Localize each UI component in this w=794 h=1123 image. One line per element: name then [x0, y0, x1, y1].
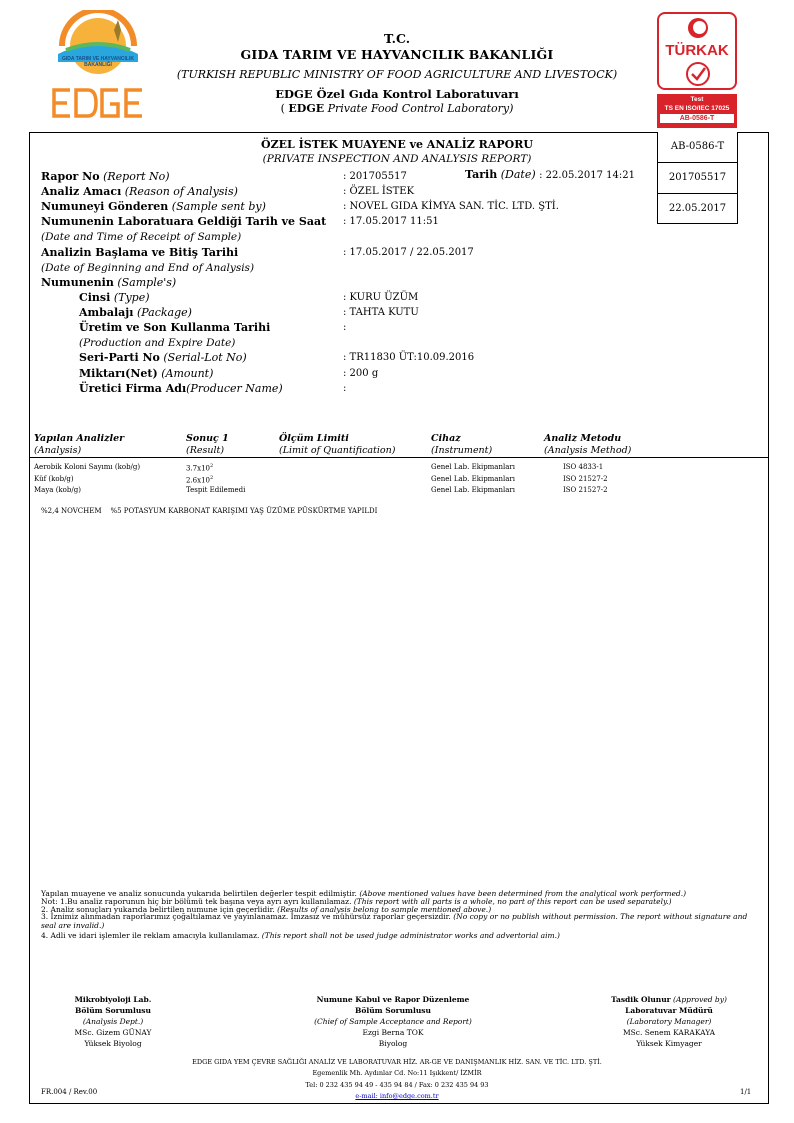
- sender-label: Numuneyi Gönderen (Sample sent by): [41, 200, 266, 213]
- col-header-limit-en: (Limit of Quantification): [279, 445, 396, 456]
- footer-email-link[interactable]: e-mail: info@edge.com.tr: [355, 1092, 439, 1100]
- page-number: 1/1: [740, 1088, 752, 1096]
- form-number: FR.004 / Rev.00: [41, 1088, 98, 1096]
- period-label-en: (Date of Beginning and End of Analysis): [41, 262, 255, 274]
- signature-analysis-dept: Mikrobiyoloji Lab. Bölüm Sorumlusu (Analysis Dept.) MSc. Gizem GÜNAY Yüksek Biyolog: [74, 995, 152, 1048]
- footer-email: [0, 1092, 794, 1100]
- receipt-label: Numunenin Laboratuara Geldiği Tarih ve Saat: [41, 215, 327, 228]
- note-4: 4. Adli ve idari işlemler ile reklam amacıyla kullanılamaz. (This report shall not be used judge administrator works and advertorial aim.): [41, 931, 560, 940]
- report-code-box: [657, 132, 738, 224]
- producer-label: Üretici Firma Adı(Producer Name): [79, 382, 283, 395]
- lot-label: Seri-Parti No (Serial-Lot No): [79, 351, 247, 364]
- report-no-label: Rapor No (Report No): [41, 170, 170, 183]
- signature-lab-manager: Tasdik Olunur (Approved by) Laboratuvar Müdürü (Laboratory Manager) MSc. Senem KARAKAYA Yüksek Kimyager: [611, 995, 727, 1048]
- package-label: Ambalajı (Package): [79, 306, 192, 319]
- table-row-3-result: Tespit Edilemedi: [186, 486, 246, 494]
- report-date-box: 22.05.2017: [658, 193, 737, 223]
- header-ministry-name-en: (TURKISH REPUBLIC MINISTRY OF FOOD AGRICULTURE AND LIVESTOCK): [176, 68, 618, 81]
- note-0: Yapılan muayene ve analiz sonucunda yukarıda belirtilen değerler tespit edilmiştir. (Above mentioned values have been determined from the analytical work performed.): [41, 889, 687, 898]
- table-row-2-instrument: Genel Lab. Ekipmanları: [431, 475, 515, 483]
- purpose-value: : ÖZEL İSTEK: [343, 186, 415, 197]
- production-value: :: [343, 322, 347, 333]
- col-header-limit: Ölçüm Limiti: [279, 433, 349, 444]
- edge-logo: [52, 86, 146, 120]
- col-header-instrument: Cihaz: [431, 433, 461, 444]
- accreditation-code: AB-0586-T: [670, 141, 725, 152]
- turkak-check-icon: [686, 62, 710, 86]
- table-row-3-method: ISO 21527-2: [563, 486, 608, 494]
- footer-address: Egemenlik Mh. Aydınlar Cd. No:11 Işıkkent/ İZMİR: [312, 1069, 482, 1077]
- lot-value: : TR11830 ÜT:10.09.2016: [343, 352, 475, 363]
- header-lab-name-en: ( EDGE Private Food Control Laboratory): [280, 102, 514, 115]
- header-ministry-name: GIDA TARIM VE HAYVANCILIK BAKANLIĞI: [240, 47, 554, 62]
- turkak-crescent-icon: [688, 18, 708, 38]
- package-value: : TAHTA KUTU: [343, 307, 419, 318]
- amount-value: : 200 g: [343, 368, 379, 379]
- table-row-1-instrument: Genel Lab. Ekipmanları: [431, 463, 515, 471]
- col-header-result: Sonuç 1: [186, 433, 229, 444]
- sample-label: Numunenin (Sample's): [41, 276, 177, 289]
- production-label: Üretim ve Son Kullanma Tarihi: [79, 321, 271, 334]
- col-header-analysis: Yapılan Analizler: [34, 433, 125, 444]
- period-value: : 17.05.2017 / 22.05.2017: [343, 247, 474, 258]
- table-row-1-analysis: Aerobik Koloni Sayımı (kob/g): [34, 463, 141, 471]
- turkak-logo: [657, 12, 737, 90]
- report-subtitle: (PRIVATE INSPECTION AND ANALYSIS REPORT): [262, 153, 532, 165]
- production-label-en: (Production and Expire Date): [79, 337, 236, 349]
- table-row-3-analysis: Maya (kob/g): [34, 486, 81, 494]
- table-row-2-method: ISO 21527-2: [563, 475, 608, 483]
- note-2: 2. Analiz sonuçları yukarıda belirtilen numune için geçerlidir. (Results of analysis belong to sample mentioned above.): [41, 905, 492, 914]
- report-title: ÖZEL İSTEK MUAYENE ve ANALİZ RAPORU: [261, 138, 533, 151]
- table-row-1-method: ISO 4833-1: [563, 463, 604, 471]
- header-tc: T.C.: [383, 31, 411, 46]
- note-3: 3. İznimiz alınmadan raporlarımız çoğaltılamaz ve yayınlanamaz. İmzasız ve mühürsüz raporlar geçersizdir. (No copy or no publish without permission. The report without signature and seal are invalid.): [41, 912, 748, 930]
- col-header-result-en: (Result): [186, 445, 225, 456]
- footer-phone: Tel: 0 232 435 94 49 - 435 94 84 / Fax: 0 232 435 94 93: [305, 1081, 489, 1089]
- turkak-accreditation-box: Test TS EN ISO/IEC 17025 AB-0586-T: [657, 94, 737, 128]
- receipt-label-en: (Date and Time of Receipt of Sample): [41, 231, 242, 243]
- table-row-3-instrument: Genel Lab. Ekipmanları: [431, 486, 515, 494]
- type-label: Cinsi (Type): [79, 291, 150, 304]
- col-header-instrument-en: (Instrument): [431, 445, 493, 456]
- col-header-method-en: (Analysis Method): [544, 445, 632, 456]
- receipt-value: : 17.05.2017 11:51: [343, 216, 439, 227]
- col-header-method: Analiz Metodu: [544, 433, 622, 444]
- report-date-label: Tarih (Date) : 22.05.2017 14:21: [465, 168, 635, 181]
- signature-sample-acceptance: Numune Kabul ve Rapor Düzenleme Bölüm Sorumlusu (Chief of Sample Acceptance and Report) Ezgi Berna TOK Biyolog: [314, 995, 472, 1048]
- note-1: Not: 1.Bu analiz raporunun hiç bir bölümü tek başına veya ayrı ayrı kullanılamaz. (This report with all parts is a whole, no part of this report can be used separately.): [41, 897, 672, 906]
- producer-value: :: [343, 383, 347, 394]
- type-value: : KURU ÜZÜM: [343, 292, 419, 303]
- purpose-label: Analiz Amacı (Reason of Analysis): [41, 185, 238, 198]
- report-no-value: : 201705517: [343, 171, 407, 182]
- report-number-box: 201705517: [658, 162, 737, 192]
- footer-company: EDGE GIDA YEM ÇEVRE SAĞLIĞI ANALİZ VE LABORATUVAR HİZ. AR-GE VE DANIŞMANLIK HİZ. SAN. VE TİC. LTD. ŞTİ.: [192, 1058, 602, 1066]
- header-lab-name: EDGE Özel Gıda Kontrol Laboratuvarı: [275, 87, 519, 101]
- table-divider: [30, 457, 768, 458]
- table-row-2-analysis: Küf (kob/g): [34, 475, 74, 483]
- period-label: Analizin Başlama ve Bitiş Tarihi: [41, 246, 239, 259]
- amount-label: Miktarı(Net) (Amount): [79, 367, 214, 380]
- ministry-logo-text: GIDA TARIM VE HAYVANCILIK BAKANLIĞI: [62, 56, 134, 68]
- table-row-2-result: $2.6x10^2$: [186, 475, 214, 485]
- col-header-analysis-en: (Analysis): [34, 445, 82, 456]
- remark-text: %2,4 NOVCHEM %5 POTASYUM KARBONAT KARIŞIMI YAŞ ÜZÜME PÜSKÜRTME YAPILDI: [41, 507, 378, 515]
- turkak-name: TÜRKAK: [665, 42, 729, 59]
- table-row-1-result: $3.7x10^2$: [186, 463, 214, 473]
- sender-value: : NOVEL GIDA KİMYA SAN. TİC. LTD. ŞTİ.: [343, 201, 559, 212]
